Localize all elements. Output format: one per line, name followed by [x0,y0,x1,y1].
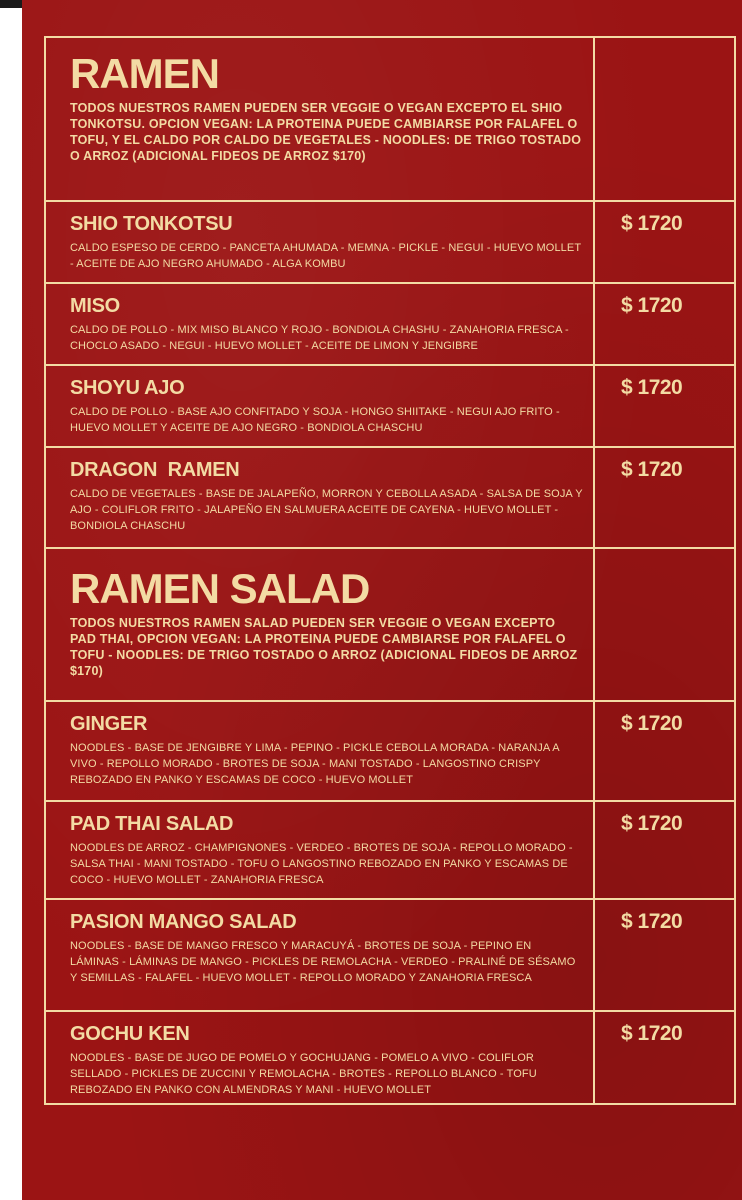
section-header-ramen [46,38,734,202]
menu-item [46,900,734,1012]
item-description: NOODLES - BASE DE JUGO DE POMELO Y GOCHUJANG - POMELO A VIVO - COLIFLOR SELLADO - PICKLES DE ZUCCINI Y REMOLACHA - BROTES - REPOLLO BLANCO - TOFU REBOZADO EN PANKO CON ALMENDRAS Y MANI - HUEVO MOLLET [70,1052,537,1096]
item-description: CALDO DE VEGETALES - BASE DE JALAPEÑO, MORRON Y CEBOLLA ASADA - SALSA DE SOJA Y AJO - COLIFLOR FRITO - JALAPEÑO EN SALMUERA ACEITE DE CAYENA - HUEVO MOLLET - BONDIOLA CHASCHU [70,488,583,532]
menu-item [46,1012,734,1103]
section-title: RAMEN SALAD [70,565,370,612]
price-cell-empty [595,549,734,700]
item-description: CALDO DE POLLO - MIX MISO BLANCO Y ROJO - BONDIOLA CHASHU - ZANAHORIA FRESCA - CHOCLO ASADO - NEGUI - HUEVO MOLLET - ACEITE DE LIMON Y JENGIBRE [70,324,569,352]
item-price: $ 1720 [621,376,683,399]
item-price: $ 1720 [621,712,683,735]
menu-item [46,366,734,448]
section-description: TODOS NUESTROS RAMEN SALAD PUEDEN SER VEGGIE O VEGAN EXCEPTO PAD THAI, OPCION VEGAN: LA PROTEINA PUEDE CAMBIARSE POR FALAFEL O TOFU - NOODLES: DE TRIGO TOSTADO O ARROZ (ADICIONAL FIDEOS DE ARROZ $170) [70,616,578,678]
menu-table [44,36,736,1105]
item-name: GOCHU KEN [70,1023,190,1045]
item-price: $ 1720 [621,910,683,933]
price-cell-empty [595,38,734,200]
item-name: GINGER [70,713,148,735]
section-description: TODOS NUESTROS RAMEN PUEDEN SER VEGGIE O VEGAN EXCEPTO EL SHIO TONKOTSU. OPCION VEGAN: LA PROTEINA PUEDE CAMBIARSE POR FALAFEL O TOFU, Y EL CALDO POR CALDO DE VEGETALES - NOODLES: DE TRIGO TOSTADO O ARROZ (ADICIONAL FIDEOS DE ARROZ $170) [70,101,582,163]
menu-item [46,702,734,802]
item-price: $ 1720 [621,212,683,235]
menu-item [46,448,734,549]
menu-item [46,802,734,900]
item-name: DRAGON RAMEN [70,459,240,481]
item-price: $ 1720 [621,1022,683,1045]
item-description: NOODLES - BASE DE JENGIBRE Y LIMA - PEPINO - PICKLE CEBOLLA MORADA - NARANJA A VIVO - REPOLLO MORADO - BROTES DE SOJA - MANI TOSTADO - LANGOSTINO CRISPY REBOZADO EN PANKO Y ESCAMAS DE COCO - HUEVO MOLLET [70,742,560,786]
menu-item [46,202,734,284]
item-description: CALDO DE POLLO - BASE AJO CONFITADO Y SOJA - HONGO SHIITAKE - NEGUI AJO FRITO - HUEVO MOLLET Y ACEITE DE AJO NEGRO - BONDIOLA CHASCHU [70,406,560,434]
item-name: PASION MANGO SALAD [70,911,297,933]
item-description: NOODLES - BASE DE MANGO FRESCO Y MARACUYÁ - BROTES DE SOJA - PEPINO EN LÁMINAS - LÁMINAS DE MANGO - PICKLES DE REMOLACHA - VERDEO - PRALINÉ DE SÉSAMO Y SEMILLAS - FALAFEL - HUEVO MOLLET - REPOLLO MORADO Y ZANAHORIA FRESCA [70,940,576,984]
item-description: CALDO ESPESO DE CERDO - PANCETA AHUMADA - MEMNA - PICKLE - NEGUI - HUEVO MOLLET - ACEITE DE AJO NEGRO AHUMADO - ALGA KOMBU [70,242,581,270]
item-description: NOODLES DE ARROZ - CHAMPIGNONES - VERDEO - BROTES DE SOJA - REPOLLO MORADO - SALSA THAI - MANI TOSTADO - TOFU O LANGOSTINO REBOZADO EN PANKO Y ESCAMAS DE COCO - HUEVO MOLLET - ZANAHORIA FRESCA [70,842,573,886]
item-name: SHOYU AJO [70,377,185,399]
item-name: SHIO TONKOTSU [70,213,233,235]
section-header-ramen-salad [46,549,734,702]
menu-item [46,284,734,366]
item-name: PAD THAI SALAD [70,813,234,835]
section-title: RAMEN [70,50,219,97]
item-price: $ 1720 [621,812,683,835]
item-name: MISO [70,295,120,317]
item-price: $ 1720 [621,294,683,317]
item-price: $ 1720 [621,458,683,481]
